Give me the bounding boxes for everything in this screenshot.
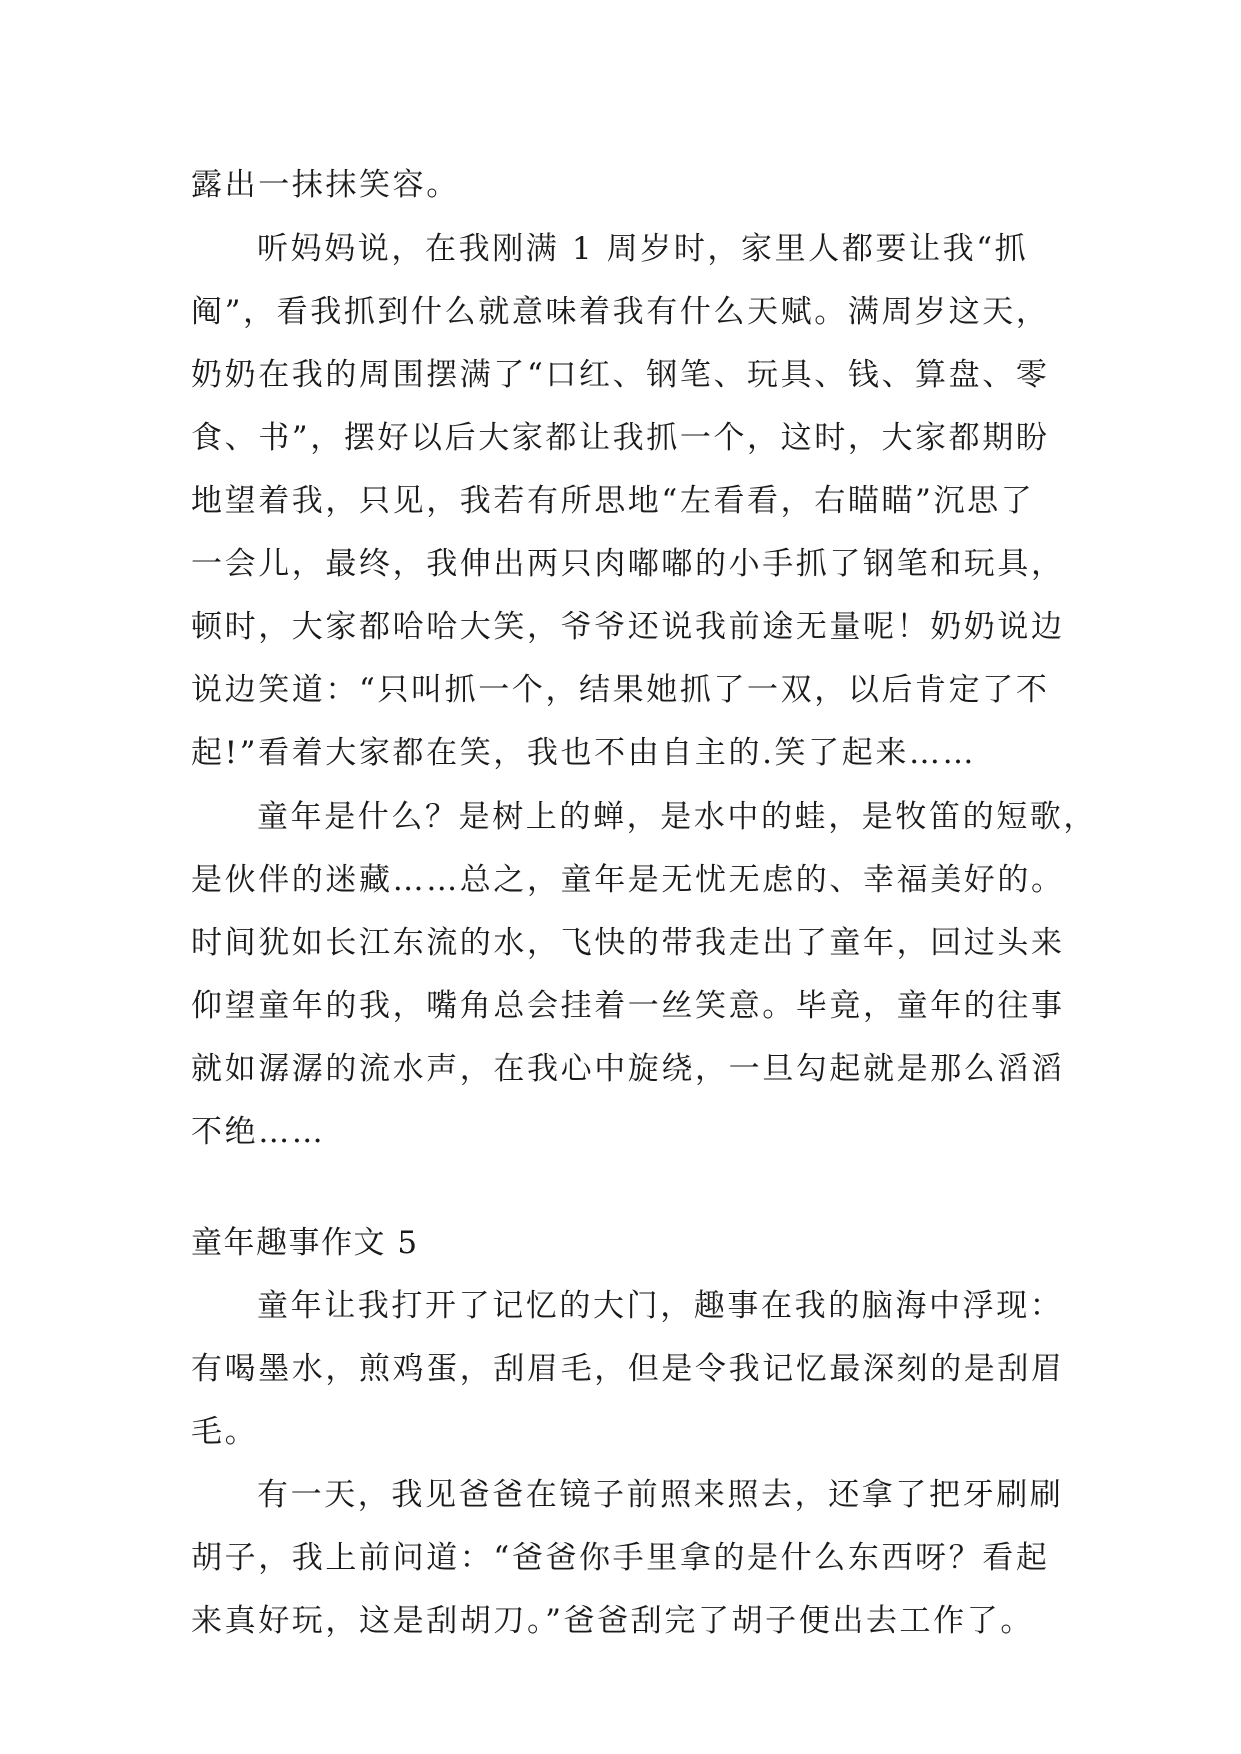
paragraph-line: 童年是什么？是树上的蝉，是水中的蛙，是牧笛的短歌， — [257, 799, 1097, 835]
paragraph-line: 说边笑道：“只叫抓一个，结果她抓了一双，以后肯定了不 — [191, 672, 1050, 708]
paragraph-line: 来真好玩，这是刮胡刀。”爸爸刮完了胡子便出去工作了。 — [191, 1603, 1034, 1639]
paragraph-line: 不绝…… — [191, 1114, 326, 1150]
paragraph-line: 就如潺潺的流水声，在我心中旋绕，一旦勾起就是那么滔滔 — [191, 1051, 1065, 1087]
paragraph-line: 阄”，看我抓到什么就意味着我有什么天赋。满周岁这天， — [191, 294, 1050, 330]
paragraph-line: 仰望童年的我，嘴角总会挂着一丝笑意。毕竟，童年的往事 — [191, 988, 1065, 1024]
section-heading: 童年趣事作文 5 — [191, 1225, 419, 1261]
paragraph-line: 胡子，我上前问道：“爸爸你手里拿的是什么东西呀？看起 — [191, 1540, 1050, 1576]
paragraph-line: 有喝墨水，煎鸡蛋，刮眉毛，但是令我记忆最深刻的是刮眉 — [191, 1351, 1065, 1387]
paragraph-line: 起!”看着大家都在笑，我也不由自主的.笑了起来…… — [191, 735, 977, 771]
paragraph-line: 听妈妈说，在我刚满 1 周岁时，家里人都要让我“抓 — [257, 231, 1029, 267]
paragraph-line: 一会儿，最终，我伸出两只肉嘟嘟的小手抓了钢笔和玩具， — [191, 546, 1065, 582]
paragraph-line: 有一天，我见爸爸在镜子前照来照去，还拿了把牙刷刷 — [257, 1477, 1064, 1513]
paragraph-line: 地望着我，只见，我若有所思地“左看看，右瞄瞄”沉思了 — [191, 483, 1035, 519]
paragraph-line: 奶奶在我的周围摆满了“口红、钢笔、玩具、钱、算盘、零 — [191, 357, 1050, 393]
paragraph-line: 毛。 — [191, 1414, 259, 1450]
paragraph-line: 童年让我打开了记忆的大门，趣事在我的脑海中浮现： — [257, 1288, 1064, 1324]
paragraph-line: 时间犹如长江东流的水，飞快的带我走出了童年，回过头来 — [191, 925, 1065, 961]
paragraph-line: 食、书”，摆好以后大家都让我抓一个，这时，大家都期盼 — [191, 420, 1050, 456]
paragraph-line: 露出一抹抹笑容。 — [191, 167, 460, 203]
paragraph-line: 是伙伴的迷藏……总之，童年是无忧无虑的、幸福美好的。 — [191, 862, 1065, 898]
paragraph-line: 顿时，大家都哈哈大笑，爷爷还说我前途无量呢！奶奶说边 — [191, 609, 1065, 645]
